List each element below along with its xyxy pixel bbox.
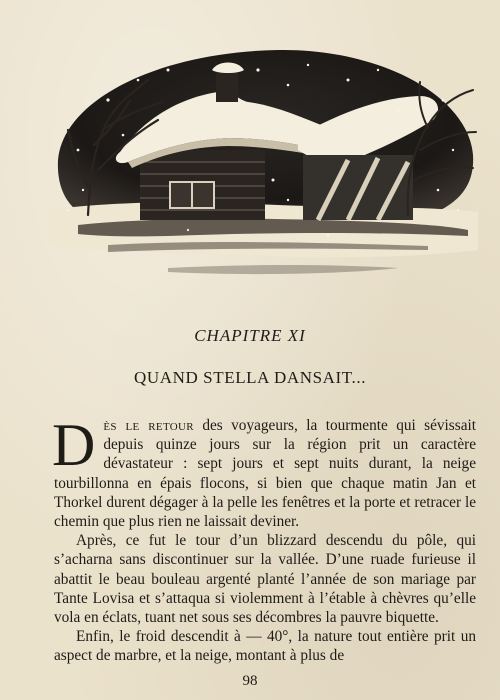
paragraph-1-text: des voyageurs, la tourmente qui sévissait depuis quinze jours sur la région prit un caractère dévastateur : sept jours et sept nuits durant, la neige tourbillonna en épais flocons, si bien que chaque matin Jan et Thorkel durent dégager à la pelle les fenêtres et la porte et retracer le chemin que plus rien ne laissait deviner. xyxy=(54,417,477,531)
chapter-label: CHAPITRE XI xyxy=(194,326,306,345)
paragraph-3: Enfin, le froid descendit à — 40°, la nature tout entière prit un aspect de marbre, et la neige, montant à plus de xyxy=(54,628,476,665)
drop-cap: D xyxy=(52,412,96,478)
lead-in-small-caps: ès le retour xyxy=(103,417,194,434)
chapter-title: QUAND STELLA DANSAIT... xyxy=(133,368,367,387)
paragraph-1 xyxy=(52,412,477,531)
chapter-illustration-snowy-cabin xyxy=(48,40,478,285)
paragraph-2: Après, ce fut le tour d’un blizzard descendu du pôle, qui s’acharna sans discontinuer sur la vallée. D’une ruade furieuse il abattit le beau bouleau argenté planté l’année de son mariage par Tante Lovisa et s’attaqua si violemment à l’étable à chèvres qu’elle vola en éclats, tuant net sous ses décombres la pauvre biquette. xyxy=(54,532,476,627)
page-number: 98 xyxy=(242,673,258,689)
chapter-text xyxy=(52,412,477,666)
